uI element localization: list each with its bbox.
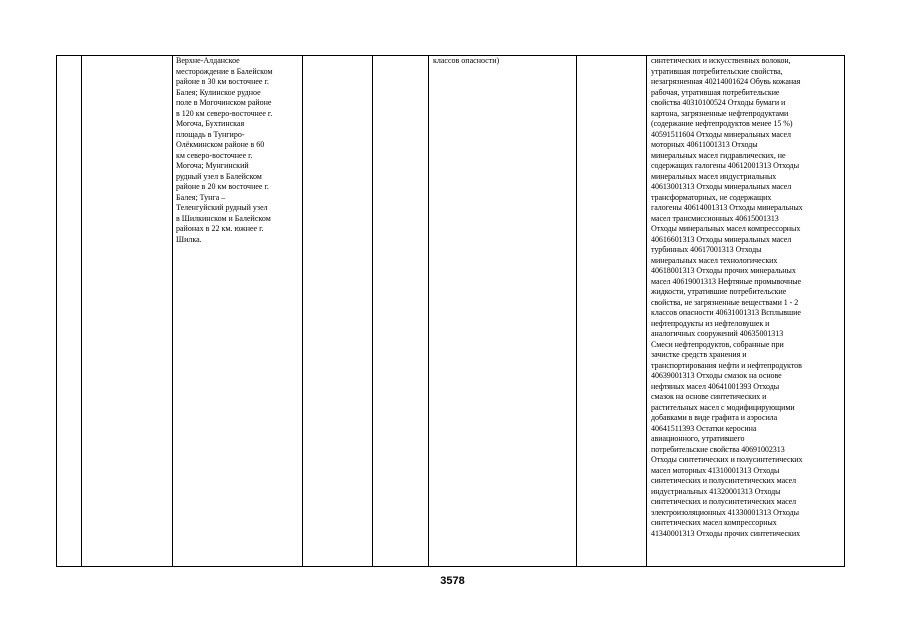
- column-divider: [302, 55, 303, 567]
- column-divider: [81, 55, 82, 567]
- column-divider: [172, 55, 173, 567]
- column-divider: [428, 55, 429, 567]
- column-divider: [576, 55, 577, 567]
- column-divider: [646, 55, 647, 567]
- column-divider: [56, 55, 57, 567]
- waste-list-cell: синтетических и искусственных волокон, утратившая потребительские свойства, незагрязненная 40214001624 Обувь кожаная рабочая, утратившая потребительские свойства 40310100524 Отходы бумаги и картона, загрязненные нефтепродуктами (содержание нефтепродуктов менее 15 %) 40591511604 Отходы минеральных масел моторных 40611001313 Отходы минеральных масел гидравлических, не содержащих галогены 40612001313 Отходы минеральных масел индустриальных 40613001313 Отходы минеральных масел трансформаторных, не содержащих галогены 40614001313 Отходы минеральных масел трансмиссионных 40615001313 Отходы минеральных масел компрессорных 40616601313 Отходы минеральных масел турбинных 40617001313 Отходы минеральных масел технологических 40618001313 Отходы прочих минеральных масел 40619001313 Нефтяные промывочные жидкости, утратившие потребительские свойства, не загрязненные веществами 1 - 2 классов опасности 40631001313 Всплывшие нефтепродукты из нефтеловушек и аналогичных сооружений 40635001313 Смеси нефтепродуктов, собранные при зачистке средств хранения и транспортирования нефти и нефтепродуктов 40639001313 Отходы смазок на основе нефтяных масел 40641001393 Отходы смазок на основе синтетических и растительных масел с модифицирующими добавками в виде графита и аэросила 40641511393 Остатки керосина авиационного, утратившего потребительские свойства 40691002313 Отходы синтетических и полусинтетических масел моторных 41310001313 Отходы синтетических и полусинтетических масел индустриальных 41320001313 Отходы синтетических и полусинтетических масел электроизоляционных 41330001313 Отходы синтетических масел компрессорных 41340001313 Отходы прочих синтетических: [651, 56, 803, 538]
- column-divider: [372, 55, 373, 567]
- hazard-class-cell: классов опасности): [433, 56, 500, 65]
- page-number: 3578: [440, 575, 465, 587]
- deposit-location-cell: Верхне-Алданское месторождение в Балейском районе в 30 км восточнее г. Балея; Кулинское рудное поле в Могочинском районе в 120 км северо-восточнее г. Могоча, Бухтинская площадь в Тунгиро- Олёкминском районе в 60 км северо-восточнее г. Могоча; Мунгинский рудный узел в Балейском районе в 20 км восточнее г. Балея; Тунга – Теленгуйский рудный узел в Шилкинском и Балейском районах в 22 км. южнее г. Шилка.: [176, 56, 273, 244]
- column-divider: [844, 55, 845, 567]
- table-bottom-border: [56, 566, 845, 567]
